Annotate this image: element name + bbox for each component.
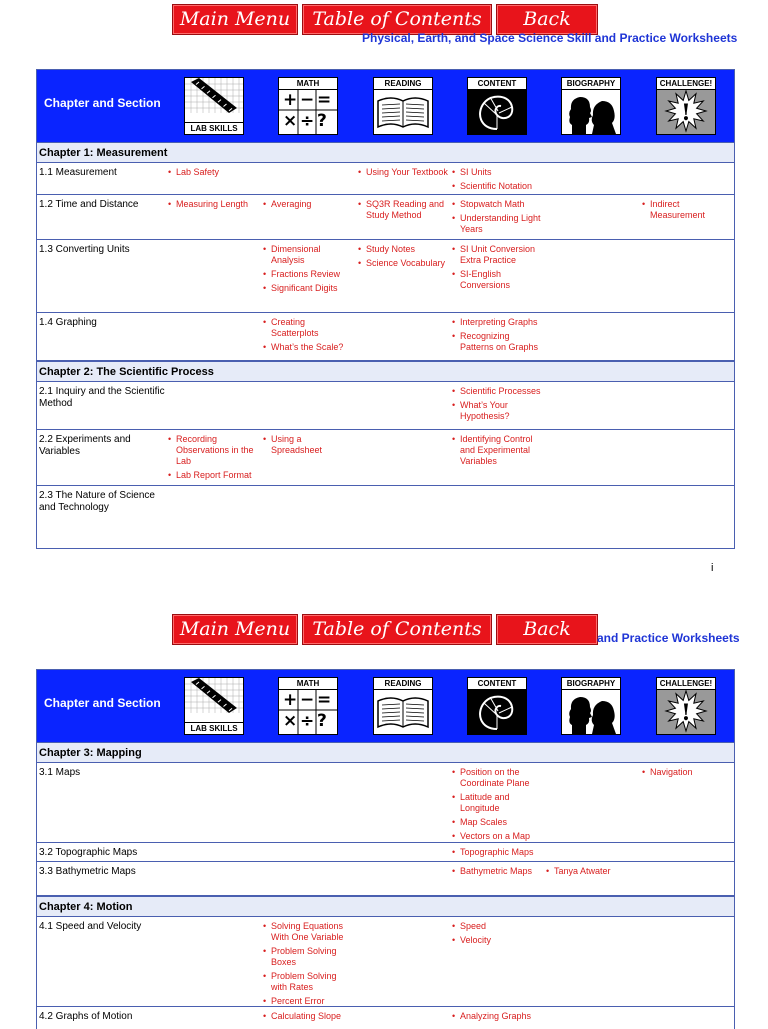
svg-text:=: =: [317, 90, 332, 110]
section-row: [37, 843, 734, 862]
svg-text:−: −: [300, 90, 315, 110]
icon-label: MATH: [279, 678, 337, 690]
worksheet-link[interactable]: • Percent Error: [262, 996, 352, 1007]
contents-table: [36, 669, 735, 1029]
svg-text:?: ?: [317, 111, 327, 131]
icon-label: BIOGRAPHY: [562, 678, 620, 690]
column-math: [262, 921, 352, 1010]
page-number: i: [711, 562, 714, 574]
biography-icon[interactable]: [561, 77, 621, 135]
section-title: 4.1 Speed and Velocity: [39, 921, 142, 932]
section-row: [37, 163, 734, 195]
back-button[interactable]: Back: [496, 4, 598, 35]
section-title: 4.2 Graphs of Motion: [39, 1011, 133, 1022]
header-title: Chapter and Section: [44, 696, 161, 710]
svg-text:=: =: [317, 690, 332, 710]
icon-label: CONTENT: [468, 678, 526, 690]
worksheet-link[interactable]: • Interpreting Graphs: [451, 317, 543, 328]
svg-text:−: −: [300, 690, 315, 710]
column-challenge: [641, 199, 733, 224]
svg-text:+: +: [283, 90, 298, 110]
worksheet-link[interactable]: • Dimensional Analysis: [262, 244, 352, 266]
worksheet-link[interactable]: • SI Units: [451, 167, 543, 178]
svg-text:×: ×: [283, 711, 298, 731]
worksheet-link[interactable]: • Scientific Notation: [451, 181, 543, 192]
column-reading: [357, 244, 449, 272]
column-content: [451, 167, 543, 195]
column-content: [451, 199, 543, 238]
section-title: 2.2 Experiments and Variables: [39, 434, 131, 457]
svg-text:!: !: [681, 700, 691, 726]
svg-text:!: !: [681, 100, 691, 126]
content-icon[interactable]: [467, 677, 527, 735]
column-lab: [167, 167, 259, 181]
column-math: [262, 317, 352, 356]
math-icon[interactable]: [278, 677, 338, 735]
section-title: 1.2 Time and Distance: [39, 199, 139, 210]
icon-label: LAB SKILLS: [185, 722, 243, 734]
section-title: 1.1 Measurement: [39, 167, 117, 178]
column-content: [451, 767, 543, 845]
worksheet-link[interactable]: • Position on the Coordinate Plane: [451, 767, 543, 789]
main-menu-button[interactable]: Main Menu: [172, 614, 298, 645]
worksheet-link[interactable]: • Recognizing Patterns on Graphs: [451, 331, 543, 353]
page-2: [0, 610, 768, 1024]
main-menu-button[interactable]: Main Menu: [172, 4, 298, 35]
worksheet-link[interactable]: • Topographic Maps: [451, 847, 543, 858]
worksheet-link[interactable]: • Lab Report Format: [167, 470, 259, 481]
chapter-heading: Chapter 4: Motion: [37, 896, 734, 917]
section-title: 3.1 Maps: [39, 767, 81, 778]
column-content: [451, 866, 543, 880]
section-row: [37, 1007, 734, 1029]
worksheet-link[interactable]: • Using a Spreadsheet: [262, 434, 352, 456]
challenge-icon[interactable]: [656, 77, 716, 135]
column-math: [262, 434, 352, 459]
column-content: [451, 847, 543, 861]
reading-icon[interactable]: [373, 677, 433, 735]
worksheet-link[interactable]: • Stopwatch Math: [451, 199, 543, 210]
section-row: [37, 430, 734, 486]
header-title: Chapter and Section: [44, 96, 161, 110]
icon-label: CONTENT: [468, 78, 526, 90]
icon-label: READING: [374, 78, 432, 90]
worksheet-link[interactable]: • Problem Solving with Rates: [262, 971, 352, 993]
svg-text:?: ?: [317, 711, 327, 731]
chapter-heading: Chapter 1: Measurement: [37, 142, 734, 163]
column-content: [451, 386, 543, 425]
worksheet-link[interactable]: • Study Notes: [357, 244, 449, 255]
worksheet-link[interactable]: • Using Your Textbook: [357, 167, 449, 178]
column-reading: [357, 167, 449, 181]
back-button[interactable]: Back: [496, 614, 598, 645]
column-math: [262, 1011, 352, 1025]
section-row: [37, 486, 734, 538]
svg-text:÷: ÷: [300, 711, 315, 731]
column-content: [451, 317, 543, 356]
worksheet-link[interactable]: • Vectors on a Map: [451, 831, 543, 842]
section-title: 2.3 The Nature of Science and Technology: [39, 490, 155, 513]
worksheet-link[interactable]: • Analyzing Graphs: [451, 1011, 543, 1022]
section-row: [37, 313, 734, 361]
chapter-heading: Chapter 3: Mapping: [37, 742, 734, 763]
worksheet-link[interactable]: • Tanya Atwater: [545, 866, 637, 877]
column-content: [451, 434, 543, 470]
column-challenge: [641, 767, 733, 781]
worksheet-link[interactable]: • Navigation: [641, 767, 733, 778]
section-row: [37, 240, 734, 313]
worksheet-link[interactable]: • Latitude and Longitude: [451, 792, 543, 814]
column-content: [451, 244, 543, 294]
content-icon[interactable]: [467, 77, 527, 135]
worksheet-link[interactable]: • Calculating Slope: [262, 1011, 352, 1022]
column-lab: [167, 434, 259, 484]
worksheet-link[interactable]: • SI-English Conversions: [451, 269, 543, 291]
column-content: [451, 1011, 543, 1025]
worksheet-link[interactable]: • Problem Solving Boxes: [262, 946, 352, 968]
worksheet-link[interactable]: • Significant Digits: [262, 283, 352, 294]
section-title: 3.3 Bathymetric Maps: [39, 866, 136, 877]
contents-table: [36, 69, 735, 549]
column-math: [262, 199, 352, 213]
worksheet-link[interactable]: • What’s the Scale?: [262, 342, 352, 353]
section-row: [37, 763, 734, 843]
chapter-heading: Chapter 2: The Scientific Process: [37, 361, 734, 382]
icon-label: READING: [374, 678, 432, 690]
section-title: 2.1 Inquiry and the Scientific Method: [39, 386, 165, 409]
section-row: [37, 195, 734, 240]
section-title: 1.4 Graphing: [39, 317, 97, 328]
worksheet-link[interactable]: • Speed: [451, 921, 543, 932]
lab-skills-icon[interactable]: [184, 77, 244, 135]
table-header: [37, 670, 734, 742]
worksheet-link[interactable]: • Map Scales: [451, 817, 543, 828]
svg-text:+: +: [283, 690, 298, 710]
worksheet-link[interactable]: • Bathymetric Maps: [451, 866, 543, 877]
icon-label: LAB SKILLS: [185, 122, 243, 134]
worksheet-link[interactable]: • Solving Equations With One Variable: [262, 921, 352, 943]
column-reading: [357, 199, 449, 224]
challenge-icon[interactable]: [656, 677, 716, 735]
svg-text:÷: ÷: [300, 111, 315, 131]
icon-label: MATH: [279, 78, 337, 90]
column-lab: [167, 199, 259, 213]
section-row: [37, 917, 734, 1007]
worksheet-link[interactable]: • Velocity: [451, 935, 543, 946]
reading-icon[interactable]: [373, 77, 433, 135]
biography-icon[interactable]: [561, 677, 621, 735]
worksheet-link[interactable]: • Indirect Measurement: [641, 199, 733, 221]
worksheet-link[interactable]: • Understanding Light Years: [451, 213, 543, 235]
math-icon[interactable]: [278, 77, 338, 135]
worksheet-link[interactable]: • Identifying Control and Experimental Variables: [451, 434, 543, 467]
column-math: [262, 244, 352, 297]
worksheet-link[interactable]: • SQ3R Reading and Study Method: [357, 199, 449, 221]
table-header: [37, 70, 734, 142]
table-of-contents-button[interactable]: Table of Contents: [302, 614, 492, 645]
worksheet-link[interactable]: • What’s Your Hypothesis?: [451, 400, 543, 422]
worksheet-link[interactable]: • Recording Observations in the Lab: [167, 434, 259, 467]
book-subtitle-partial: and Practice Worksheets: [597, 631, 740, 645]
worksheet-link[interactable]: • SI Unit Conversion Extra Practice: [451, 244, 543, 266]
table-of-contents-button[interactable]: Table of Contents: [302, 4, 492, 35]
section-title: 1.3 Converting Units: [39, 244, 130, 255]
worksheet-link[interactable]: • Scientific Processes: [451, 386, 543, 397]
worksheet-link[interactable]: • Lab Safety: [167, 167, 259, 178]
worksheet-link[interactable]: • Fractions Review: [262, 269, 352, 280]
worksheet-link[interactable]: • Creating Scatterplots: [262, 317, 352, 339]
section-row: [37, 382, 734, 430]
icon-label: BIOGRAPHY: [562, 78, 620, 90]
svg-text:×: ×: [283, 111, 298, 131]
worksheet-link[interactable]: • Measuring Length: [167, 199, 259, 210]
section-title: 3.2 Topographic Maps: [39, 847, 138, 858]
column-bio: [545, 866, 637, 880]
lab-skills-icon[interactable]: [184, 677, 244, 735]
icon-label: CHALLENGE!: [657, 678, 715, 690]
section-row: [37, 862, 734, 896]
worksheet-link[interactable]: • Averaging: [262, 199, 352, 210]
icon-label: CHALLENGE!: [657, 78, 715, 90]
worksheet-link[interactable]: • Science Vocabulary: [357, 258, 449, 269]
column-content: [451, 921, 543, 949]
book-subtitle: Physical, Earth, and Space Science Skill and Practice Worksheets: [362, 31, 738, 45]
